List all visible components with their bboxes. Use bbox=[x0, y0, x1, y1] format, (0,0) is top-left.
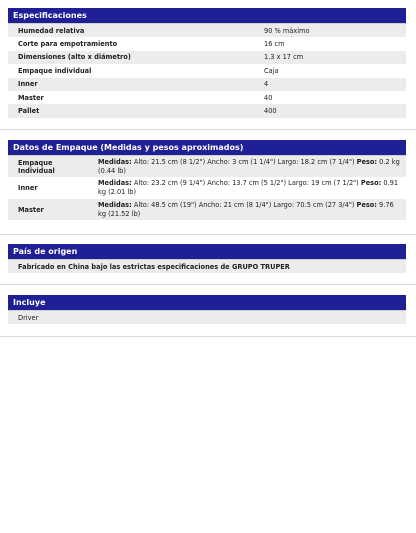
table-row bbox=[8, 199, 406, 220]
section-divider bbox=[0, 336, 416, 337]
includes-text: Driver bbox=[8, 311, 406, 324]
includes-section bbox=[8, 295, 406, 324]
table-row bbox=[8, 64, 406, 77]
table-row bbox=[8, 91, 406, 104]
includes-header: Incluye bbox=[8, 295, 406, 311]
package-weight: 0.91 kg (2.01 lb) bbox=[98, 179, 399, 196]
package-weight: 0.2 kg (0.44 lb) bbox=[98, 157, 400, 175]
table-row bbox=[8, 260, 406, 273]
spec-value: 40 bbox=[260, 91, 406, 104]
measures-label: Medidas: bbox=[98, 179, 132, 187]
spec-label: Pallet bbox=[8, 104, 260, 117]
spec-label: Corte para empotramiento bbox=[8, 37, 260, 50]
table-row bbox=[8, 311, 406, 324]
package-measures: Alto: 23.2 cm (9 1/4") Ancho: 13.7 cm (5 1/2") Largo: 19 cm (7 1/2") bbox=[133, 179, 359, 187]
spec-label: Master bbox=[8, 91, 260, 104]
weight-label: Peso: bbox=[356, 200, 377, 209]
table-row bbox=[8, 37, 406, 50]
spec-label: Empaque individual bbox=[8, 64, 260, 77]
measures-label: Medidas: bbox=[98, 157, 132, 166]
package-measures: Alto: 21.5 cm (8 1/2") Ancho: 3 cm (1 1/4") Largo: 18.2 cm (7 1/4") bbox=[133, 157, 355, 166]
spec-value: 400 bbox=[260, 104, 406, 117]
spec-value: Caja bbox=[260, 64, 406, 77]
table-row bbox=[8, 104, 406, 117]
packaging-header: Datos de Empaque (Medidas y pesos aproximados) bbox=[8, 140, 406, 156]
includes-table bbox=[8, 311, 406, 324]
spec-value: 1.3 x 17 cm bbox=[260, 51, 406, 64]
spec-label: Dimensiones (alto x diámetro) bbox=[8, 51, 260, 64]
package-details bbox=[94, 156, 406, 177]
origin-table bbox=[8, 260, 406, 273]
package-label: Master bbox=[8, 199, 94, 220]
table-row bbox=[8, 51, 406, 64]
specs-table bbox=[8, 24, 406, 118]
package-measures: Alto: 48.5 cm (19") Ancho: 21 cm (8 1/4") Largo: 70.5 cm (27 3/4") bbox=[133, 200, 355, 209]
packaging-section bbox=[8, 140, 406, 220]
table-row bbox=[8, 156, 406, 177]
spec-label: Humedad relativa bbox=[8, 24, 260, 37]
weight-label: Peso: bbox=[356, 157, 378, 166]
package-label: Empaque Individual bbox=[8, 156, 94, 177]
origin-header: País de origen bbox=[8, 244, 406, 260]
origin-text: Fabricado en China bajo las estrictas especificaciones de GRUPO TRUPER bbox=[8, 260, 406, 273]
measures-label: Medidas: bbox=[98, 200, 132, 209]
table-row bbox=[8, 177, 406, 199]
package-details bbox=[94, 199, 406, 220]
section-divider bbox=[0, 234, 416, 235]
package-weight: 9.76 kg (21.52 lb) bbox=[98, 200, 394, 218]
packaging-table bbox=[8, 156, 406, 220]
spec-value: 4 bbox=[260, 78, 406, 91]
spec-value: 90 % máximo bbox=[260, 24, 406, 37]
section-divider bbox=[0, 284, 416, 285]
spec-label: Inner bbox=[8, 78, 260, 91]
package-details bbox=[94, 177, 406, 199]
specs-section bbox=[8, 8, 406, 118]
table-row bbox=[8, 78, 406, 91]
weight-label: Peso: bbox=[360, 179, 382, 187]
section-divider bbox=[0, 129, 416, 130]
table-row bbox=[8, 24, 406, 37]
specs-header: Especificaciones bbox=[8, 8, 406, 24]
package-label: Inner bbox=[8, 177, 94, 199]
spec-value: 16 cm bbox=[260, 37, 406, 50]
origin-section bbox=[8, 244, 406, 273]
